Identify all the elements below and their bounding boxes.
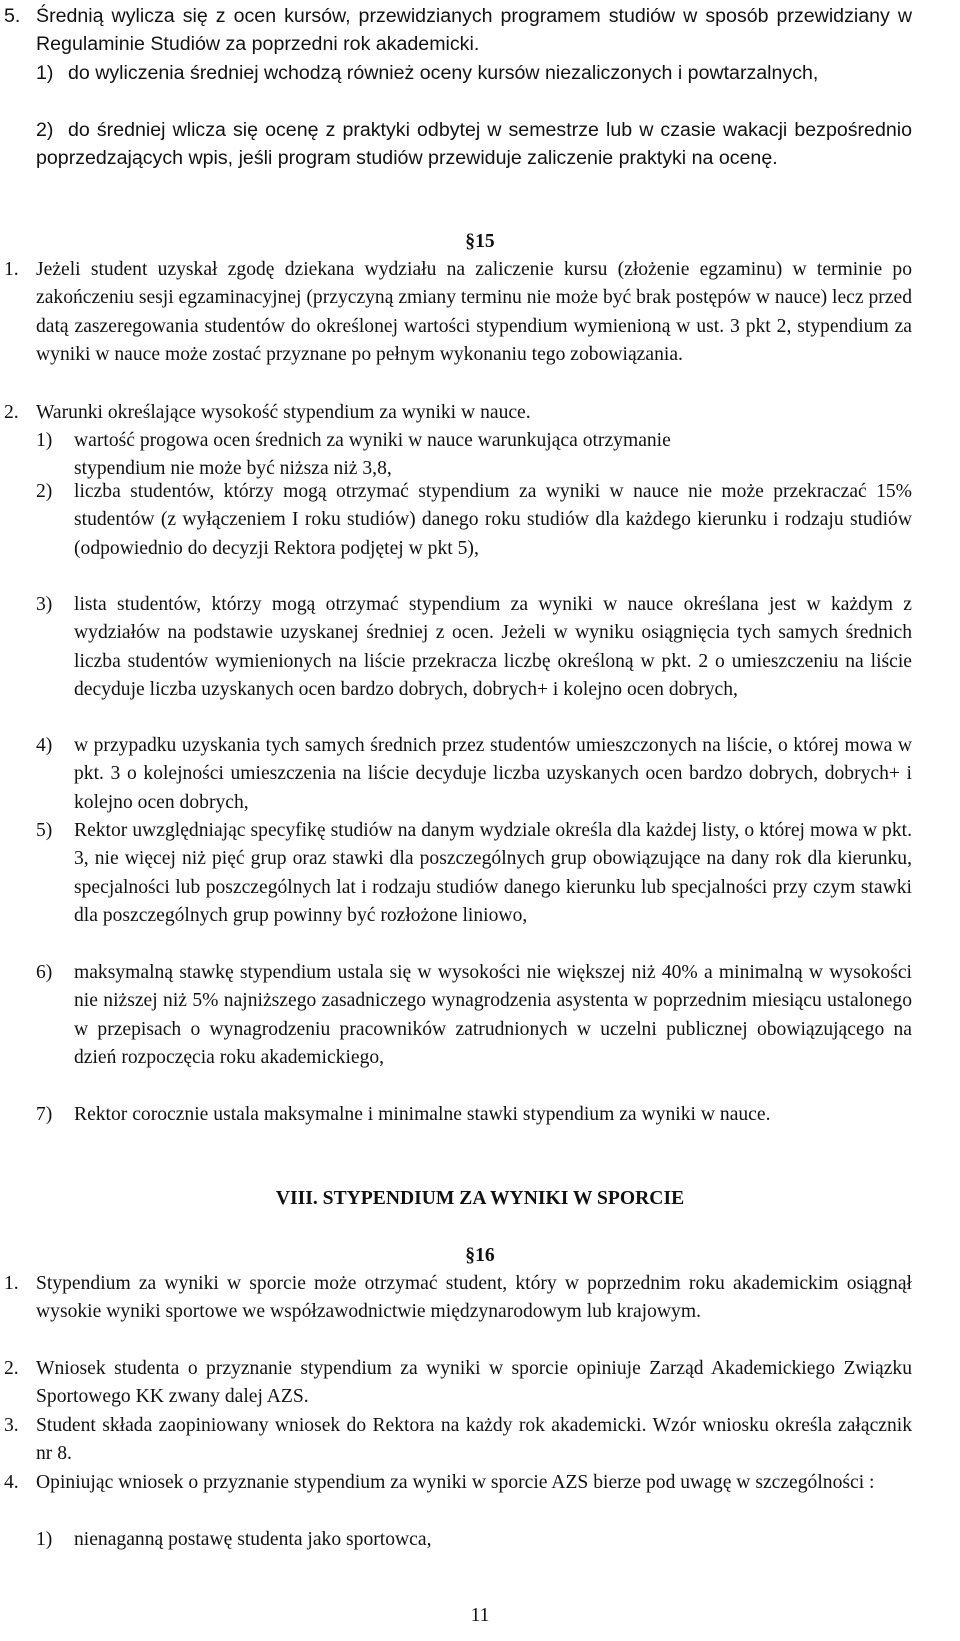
list-item-text: nienaganną postawę studenta jako sportowca,: [74, 1529, 432, 1550]
list-item-text: liczba studentów, którzy mogą otrzymać stypendium za wyniki w nauce nie może przekraczać 15% studentów (z wyłączeniem I roku studiów) danego roku studiów dla każdego kierunku i rodzaju studiów (odpowiednio do decyzji Rektora podjętej w pkt 5),: [74, 481, 912, 559]
list-number: 3): [36, 594, 53, 615]
paragraph-number: 2.: [4, 1358, 19, 1379]
paragraph-number: 1.: [4, 259, 19, 280]
list-number: 4): [36, 735, 53, 756]
paragraph-number: 2.: [4, 402, 19, 423]
list-number: 1): [36, 430, 53, 451]
list-number: 5): [36, 820, 53, 841]
list-item-line-2: stypendium nie może być niższa niż 3,8,: [74, 458, 392, 479]
section-heading-15: §15: [465, 231, 495, 252]
paragraph-number: 4.: [4, 1472, 19, 1493]
list-item-line-1: wartość progowa ocen średnich za wyniki w nauce warunkująca otrzymanie: [74, 430, 671, 451]
list-number: 2): [36, 119, 54, 141]
page-number: 11: [470, 1605, 490, 1626]
paragraph-number: 1.: [4, 1273, 19, 1294]
list-number: 7): [36, 1104, 53, 1125]
list-item-text: Rektor uwzględniając specyfikę studiów na danym wydziale określa dla każdej listy, o której mowa w pkt. 3, nie więcej niż pięć grup oraz stawki dla poszczególnych grup obowiązujące na dany rok dla kierunku, specjalności lub poszczególnych lat i rodzaju studiów danego kierunku lub specjalności przy czym stawki dla poszczególnych grup powinny być rozłożone liniowo,: [74, 820, 912, 926]
p5-item-1-text: do wyliczenia średniej wchodzą również oceny kursów niezaliczonych i powtarzalnych,: [68, 62, 819, 84]
list-number: 1): [36, 1529, 53, 1550]
s16-paragraph-2-text: Wniosek studenta o przyznanie stypendium za wyniki w sporcie opiniuje Zarząd Akademickiego Związku Sportowego KK zwany dalej AZS.: [36, 1358, 912, 1408]
list-item-text: maksymalną stawkę stypendium ustala się w wysokości nie większej niż 40% a minimalną w wysokości nie niższej niż 5% najniższego zasadniczego wynagrodzenia asystenta w poprzednim miesiącu ustalonego w przepisach o wynagrodzeniu pracowników zatrudnionych w uczelni publicznej obowiązującego na dzień rozpoczęcia roku akademickiego,: [74, 962, 912, 1068]
p5-item-2-text: do średniej wlicza się ocenę z praktyki odbytej w semestrze lub w czasie wakacji bezpośrednio poprzedzających wpis, jeśli program studiów przewiduje zaliczenie praktyki na ocenę.: [36, 119, 912, 170]
list-item-text: Rektor corocznie ustala maksymalne i minimalne stawki stypendium za wyniki w nauce.: [74, 1104, 771, 1125]
paragraph-5-text: Średnią wylicza się z ocen kursów, przewidzianych programem studiów w sposób przewidziany w Regulaminie Studiów za poprzedni rok akademicki.: [36, 5, 912, 56]
list-number: 6): [36, 962, 53, 983]
s15-paragraph-2-text: Warunki określające wysokość stypendium za wyniki w nauce.: [36, 402, 531, 423]
paragraph-number: 5.: [4, 5, 21, 27]
list-number: 1): [36, 62, 54, 84]
list-item: [36, 427, 912, 484]
s16-paragraph-1-text: Stypendium za wyniki w sporcie może otrzymać student, który w poprzednim roku akademickim osiągnął wysokie wyniki sportowe we współzawodnictwie międzynarodowym lub krajowym.: [36, 1273, 912, 1323]
s16-paragraph-3-text: Student składa zaopiniowany wniosek do Rektora na każdy rok akademicki. Wzór wniosku określa załącznik nr 8.: [36, 1415, 912, 1465]
s15-paragraph-1-text: Jeżeli student uzyskał zgodę dziekana wydziału na zaliczenie kursu (złożenie egzaminu) w terminie po zakończeniu sesji egzaminacyjnej (przyczyną zmiany terminu nie może być brak postępów w nauce) lecz przed datą zaszeregowania studentów do określonej wartości stypendium wymienioną w ust. 3 pkt 2, stypendium za wyniki w nauce może zostać przyznane po pełnym wykonaniu tego zobowiązania.: [36, 259, 912, 365]
list-item-text: w przypadku uzyskania tych samych średnich przez studentów umieszczonych na liście, o której mowa w pkt. 3 o kolejności umieszczenia na liście decyduje liczba uzyskanych ocen bardzo dobrych, dobrych+ i kolejno ocen dobrych,: [74, 735, 912, 813]
list-number: 2): [36, 481, 53, 502]
section-heading-16: §16: [465, 1245, 495, 1266]
chapter-title: VIII. STYPENDIUM ZA WYNIKI W SPORCIE: [275, 1188, 685, 1209]
s16-paragraph-4-text: Opiniując wniosek o przyznanie stypendium za wyniki w sporcie AZS bierze pod uwagę w szczególności :: [36, 1472, 875, 1493]
paragraph-number: 3.: [4, 1415, 19, 1436]
list-item-text: lista studentów, którzy mogą otrzymać stypendium za wyniki w nauce określana jest w każdym z wydziałów na podstawie uzyskanej średniej z ocen. Jeżeli w wyniku osiągnięcia tych samych średnich liczba studentów wymienionych na liście przekracza liczbę określoną w pkt. 2 o umieszczeniu na liście decyduje liczba uzyskanych ocen bardzo dobrych, dobrych+ i kolejno ocen dobrych,: [74, 594, 912, 700]
